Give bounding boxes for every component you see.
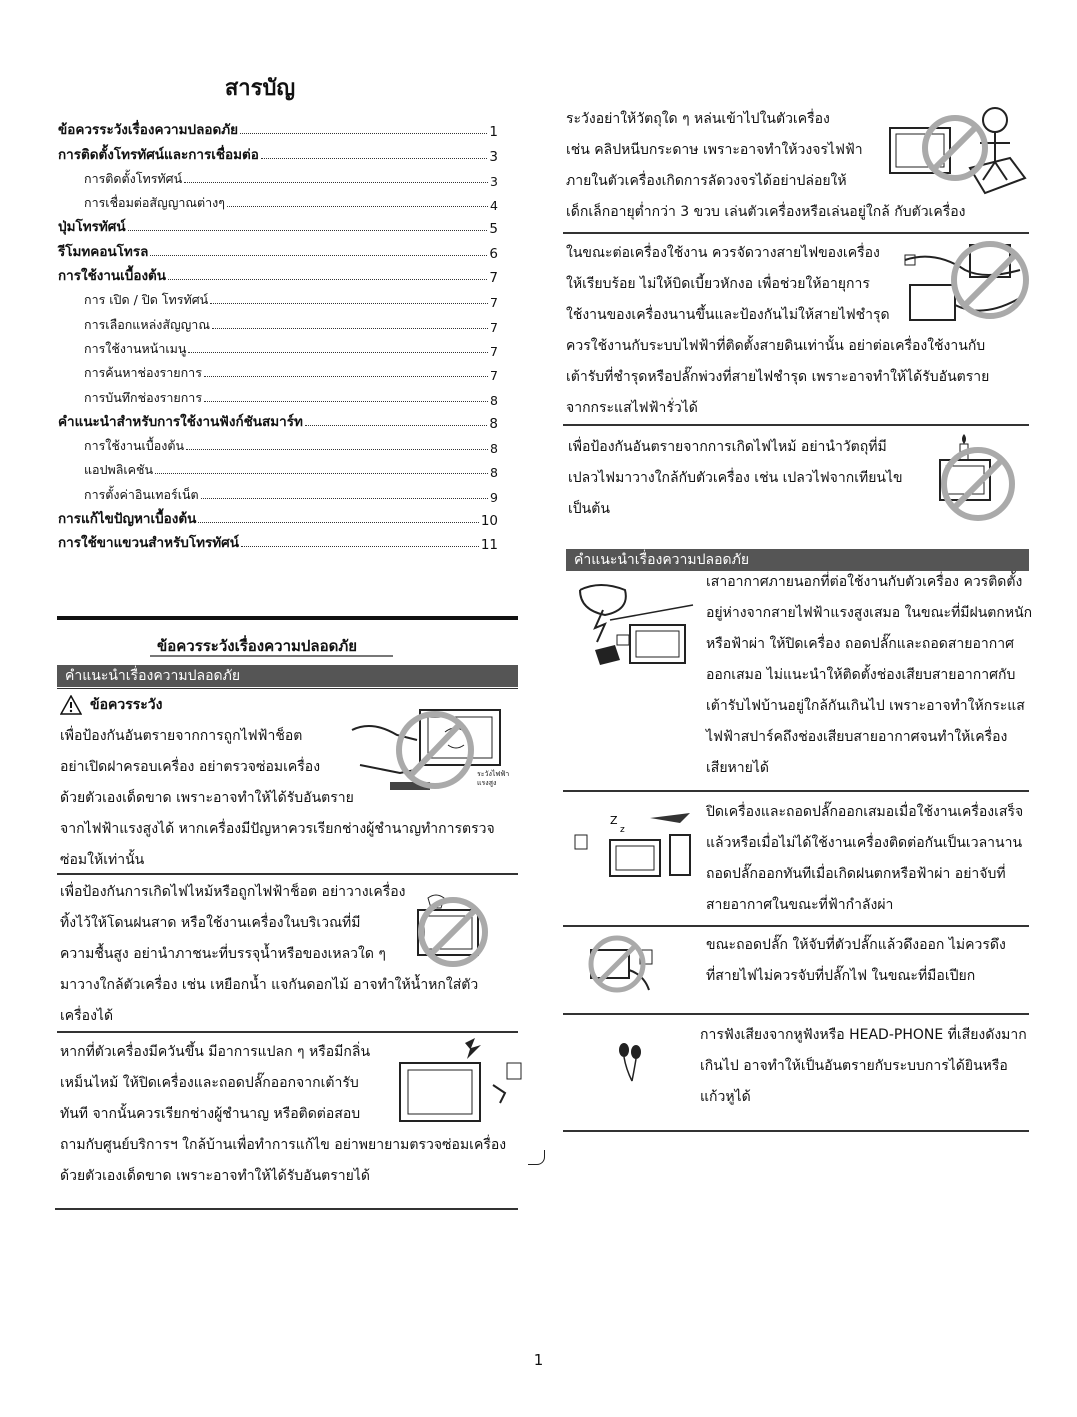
- toc-leader-dots: [155, 473, 488, 474]
- toc-title: สารบัญ: [224, 76, 296, 101]
- toc-entry-title: รีโมทคอนโทรล: [58, 243, 149, 260]
- smoke-unplug-illustration: [395, 1035, 525, 1130]
- text-line: เพื่อป้องกันอันตรายจากการถูกไฟฟ้าช็อต: [60, 728, 303, 744]
- toc-entry-title: การบันทึกช่องรายการ: [84, 389, 203, 405]
- toc-leader-dots: [204, 401, 488, 402]
- toc-entry-title: การใช้ขาแขวนสำหรับโทรทัศน์: [58, 535, 239, 552]
- text-line: ขณะถอดปลั๊ก ให้จับที่ตัวปลั๊กแล้วดึงออก ไม่ควรดึง: [706, 937, 1006, 953]
- toc-entry-page: 6: [489, 245, 498, 262]
- toc-entry: [58, 165, 498, 189]
- text-line: ซ่อมให้เท่านั้น: [60, 852, 145, 868]
- text-line: อยู่ห่างจากสายไฟฟ้าแรงสูงเสมอ ในขณะที่มีฝนตกหนัก: [706, 605, 1033, 621]
- text-line: เกินไป อาจทำให้เป็นอันตรายกับระบบการได้ยินหรือ: [700, 1058, 1008, 1074]
- divider: [563, 925, 1029, 927]
- toc-entry-page: 8: [490, 392, 498, 408]
- table-of-contents: [58, 116, 498, 553]
- text-line: จากไฟฟ้าแรงสูงได้ หากเครื่องมีปัญหาควรเรียกช่างผู้ชำนาญทำการตรวจ: [60, 821, 495, 837]
- toc-entry-title: ข้อควรระวังเรื่องความปลอดภัย: [58, 122, 239, 139]
- right-block-7: [700, 1020, 1027, 1113]
- divider: [563, 424, 1029, 426]
- title-underline: [150, 655, 393, 657]
- toc-leader-dots: [240, 133, 487, 134]
- caution-heading: [60, 694, 162, 716]
- toc-entry: [58, 432, 498, 456]
- divider: [57, 873, 518, 875]
- text-line: เสาอากาศภายนอกที่ต่อใช้งานกับตัวเครื่อง ควรติดตั้ง: [706, 574, 1023, 590]
- toc-entry-page: 5: [489, 221, 498, 238]
- text-line: เพื่อป้องกันอันตรายจากการเกิดไฟไหม้ อย่านำวัตถุที่มี: [568, 439, 887, 455]
- toc-entry-page: 7: [489, 270, 498, 287]
- toc-leader-dots: [261, 158, 488, 159]
- toc-leader-dots: [305, 425, 488, 426]
- right-block-6: [706, 930, 1006, 992]
- text-line: เต้ารับที่ชำรุดหรือปลั๊กพ่วงที่สายไฟชำรุด เพราะอาจทำให้ได้รับอันตราย: [566, 369, 990, 385]
- section-bar: คำแนะนำเรื่องความปลอดภัย: [566, 549, 1029, 571]
- toc-entry: [58, 359, 498, 383]
- text-line: ระวังอย่าให้วัตถุใด ๆ หล่นเข้าไปในตัวเครื่อง: [566, 111, 830, 127]
- toc-leader-dots: [168, 279, 487, 280]
- text-line: เพื่อป้องกันการเกิดไฟไหม้หรือถูกไฟฟ้าช็อต อย่าวางเครื่อง: [60, 884, 406, 900]
- section-bar: คำแนะนำเรื่องความปลอดภัย: [57, 665, 518, 687]
- unplug-sleep-illustration: [570, 810, 700, 880]
- warning-icon: [60, 695, 82, 715]
- text-line: ถอดปลั๊กออกทันทีเมื่อเกิดฝนตกหรือฟ้าผ่า อย่าจับที่: [706, 866, 1006, 882]
- section-rule: [57, 616, 518, 620]
- toc-entry-page: 1: [489, 124, 498, 141]
- toc-entry: [58, 237, 498, 261]
- right-block-4: [706, 567, 1032, 784]
- text-line: อย่าเปิดฝาครอบเครื่อง อย่าตรวจซ่อมเครื่อง: [60, 759, 321, 775]
- page-number: 1: [533, 1351, 544, 1369]
- toc-leader-dots: [212, 328, 488, 329]
- text-line: การฟังเสียงจากหูฟังหรือ HEAD-PHONE ที่เสียงดังมาก: [700, 1027, 1027, 1043]
- toc-entry-page: 7: [490, 368, 498, 384]
- toc-entry-page: 8: [490, 441, 498, 457]
- toc-entry: [58, 213, 498, 237]
- right-block-5: [706, 797, 1023, 921]
- text-line: ที่สายไฟไม่ควรจับที่ปลั๊กไฟ ในขณะที่มือเปียก: [706, 968, 976, 984]
- text-line: เครื่องได้: [60, 1008, 114, 1024]
- toc-entry-title: การ เปิด / ปิด โทรทัศน์: [84, 292, 209, 308]
- toc-leader-dots: [186, 449, 488, 450]
- toc-entry-page: 7: [490, 295, 498, 311]
- text-line: เปลวไฟมาวางใกล้กับตัวเครื่อง เช่น เปลวไฟจากเทียนไข: [568, 470, 903, 486]
- divider: [563, 1013, 1029, 1015]
- text-line: แล้วหรือเมื่อไม่ได้ใช้งานเครื่องติดต่อกันเป็นเวลานาน: [706, 835, 1023, 851]
- text-line: ในขณะต่อเครื่องใช้งาน ควรจัดวางสายไฟของเครื่อง: [566, 245, 880, 261]
- text-line: ให้เรียบร้อย ไม่ให้บิดเบี้ยวหักงอ เพื่อช่วยให้อายุการ: [566, 276, 870, 292]
- toc-entry: [58, 408, 498, 432]
- text-line: มาวางใกล้ตัวเครื่อง เช่น เหยือกน้ำ แจกันดอกไม้ อาจทำให้น้ำหกใส่ตัว: [60, 977, 479, 993]
- section-title: ข้อควรระวังเรื่องความปลอดภัย: [156, 637, 358, 655]
- toc-leader-dots: [241, 546, 479, 547]
- toc-entry: [58, 480, 498, 504]
- toc-entry-title: คำแนะนำสำหรับการใช้งานฟังก์ชันสมาร์ท: [58, 413, 303, 430]
- text-line: แก้วหูได้: [700, 1089, 751, 1105]
- text-line: ทันที จากนั้นควรเรียกช่างผู้ชำนาญ หรือติดต่อสอบ: [60, 1106, 361, 1122]
- antenna-lightning-illustration: [575, 580, 695, 672]
- toc-entry-title: ปุ่มโทรทัศน์: [58, 219, 126, 236]
- toc-entry-page: 7: [490, 319, 498, 335]
- toc-entry: [58, 262, 498, 286]
- text-line: เต้ารับไฟบ้านอยู่ใกล้กันเกินไป เพราะอาจทำให้กระแส: [706, 698, 1025, 714]
- toc-entry-title: การแก้ไขปัญหาเบื้องต้น: [58, 511, 197, 528]
- toc-entry: [58, 529, 498, 553]
- text-line: หรือฟ้าผ่า ให้ปิดเครื่อง ถอดปลั๊กและถอดสายอากาศ: [706, 636, 1014, 652]
- toc-leader-dots: [128, 230, 488, 231]
- toc-entry: [58, 456, 498, 480]
- toc-entry-page: 10: [480, 513, 498, 530]
- text-line: จากกระแสไฟฟ้ารั่วได้: [566, 400, 698, 416]
- toc-entry-title: การติดตั้งโทรทัศน์: [84, 170, 183, 186]
- toc-entry: [58, 116, 498, 140]
- toc-entry-page: 7: [490, 343, 498, 359]
- earphones-icon: [612, 1040, 648, 1084]
- toc-entry-title: แอปพลิเคชัน: [84, 462, 154, 478]
- toc-entry: [58, 505, 498, 529]
- text-line: ควรใช้งานกับระบบไฟฟ้าที่ติดตั้งสายดินเท่านั้น อย่าต่อเครื่องใช้งานกับ: [566, 338, 986, 354]
- divider: [563, 232, 1029, 234]
- pull-plug-illustration: [585, 930, 665, 998]
- divider: [55, 1208, 518, 1210]
- child-tv-illustration: [880, 98, 1030, 198]
- toc-entry-title: การค้นหาช่องรายการ: [84, 365, 202, 381]
- continuation-mark: [528, 1150, 545, 1165]
- candle-illustration: [930, 430, 1022, 522]
- text-line: เด็กเล็กอายุต่ำกว่า 3 ขวบ เล่นตัวเครื่องหรือเล่นอยู่ใกล้ กับตัวเครื่อง: [566, 204, 966, 220]
- toc-leader-dots: [204, 376, 488, 377]
- toc-entry: [58, 189, 498, 213]
- divider: [57, 688, 518, 689]
- divider: [563, 1130, 1029, 1132]
- toc-entry: [58, 383, 498, 407]
- toc-entry-page: 4: [490, 198, 498, 214]
- text-line: เช่น คลิปหนีบกระดาษ เพราะอาจทำให้วงจรไฟฟ้า: [566, 142, 863, 158]
- divider: [57, 1031, 518, 1033]
- toc-entry-title: การใช้งานเบื้องต้น: [84, 438, 185, 454]
- text-line: ภายในตัวเครื่องเกิดการลัดวงจรได้อย่าปล่อยให้: [566, 173, 847, 189]
- toc-entry-page: 11: [480, 537, 498, 554]
- text-line: ออกเสมอ ไม่แนะนำให้ติดตั้งช่องเสียบสายอากาศกับ: [706, 667, 1016, 683]
- toc-leader-dots: [188, 352, 488, 353]
- caution-label: ข้อควรระวัง: [90, 697, 163, 713]
- toc-entry-title: การเชื่อมต่อสัญญาณต่างๆ: [84, 195, 225, 211]
- text-line: ด้วยตัวเองเด็ดขาด เพราะอาจทำให้ได้รับอันตราย: [60, 790, 354, 806]
- toc-entry: [58, 286, 498, 310]
- text-line: ถามกับศูนย์บริการฯ ใกล้บ้านเพื่อทำการแก้ไข อย่าพยายามตรวจซ่อมเครื่อง: [60, 1137, 507, 1153]
- toc-entry-page: 8: [489, 415, 498, 432]
- toc-entry-title: การใช้งานเบื้องต้น: [58, 268, 167, 285]
- toc-entry-page: 3: [489, 148, 498, 165]
- toc-leader-dots: [201, 498, 488, 499]
- water-hazard-illustration: [408, 890, 508, 970]
- right-block-3: [568, 432, 903, 525]
- toc-entry-page: 8: [490, 465, 498, 481]
- high-voltage-tag: ระวังไฟฟ้าแรงสูง: [477, 770, 510, 787]
- text-line: หากที่ตัวเครื่องมีควันขึ้น มีอาการแปลก ๆ หรือมีกลิ่น: [60, 1044, 371, 1060]
- text-line: ปิดเครื่องและถอดปลั๊กออกเสมอเมื่อใช้งานเครื่องเสร็จ: [706, 804, 1024, 820]
- cable-illustration: [900, 240, 1030, 328]
- text-line: เสียหายได้: [706, 760, 769, 776]
- text-line: ด้วยตัวเองเด็ดขาด เพราะอาจทำให้ได้รับอันตรายได้: [60, 1168, 370, 1184]
- text-line: ใช้งานของเครื่องนานขึ้นและป้องกันไม่ให้สายไฟชำรุด: [566, 307, 890, 323]
- toc-entry: [58, 335, 498, 359]
- toc-entry: [58, 140, 498, 164]
- text-line: ไฟฟ้าสปาร์คถึงช่องเสียบสายอากาศจนทำให้เครื่อง: [706, 729, 1008, 745]
- text-line: ทิ้งไว้ให้โดนฝนสาด หรือใช้งานเครื่องในบริเวณที่มี: [60, 915, 361, 931]
- toc-entry-title: การตั้งค่าอินเทอร์เน็ต: [84, 486, 199, 502]
- toc-entry-page: 3: [490, 173, 498, 189]
- toc-entry-title: การติดตั้งโทรทัศน์และการเชื่อมต่อ: [58, 146, 259, 163]
- svg-text:Z: Z: [610, 814, 618, 827]
- toc-entry-page: 9: [490, 489, 498, 505]
- toc-leader-dots: [198, 522, 478, 523]
- text-line: เหม็นไหม้ ให้ปิดเครื่องและถอดปลั๊กออกจากเต้ารับ: [60, 1075, 359, 1091]
- toc-leader-dots: [210, 303, 488, 304]
- svg-text:z: z: [620, 825, 625, 835]
- divider: [563, 790, 1029, 792]
- toc-leader-dots: [150, 255, 487, 256]
- toc-entry-title: การใช้งานหน้าเมนู: [84, 340, 187, 356]
- text-line: สายอากาศในขณะที่ฟ้ากำลังผ่า: [706, 897, 894, 913]
- toc-leader-dots: [184, 182, 488, 183]
- text-line: เป็นต้น: [568, 501, 610, 517]
- toc-entry-title: การเลือกแหล่งสัญญาณ: [84, 316, 210, 332]
- text-line: ความชื้นสูง อย่านำภาชนะที่บรรจุน้ำหรือของเหลวใด ๆ: [60, 946, 386, 962]
- toc-leader-dots: [227, 206, 488, 207]
- toc-entry: [58, 310, 498, 334]
